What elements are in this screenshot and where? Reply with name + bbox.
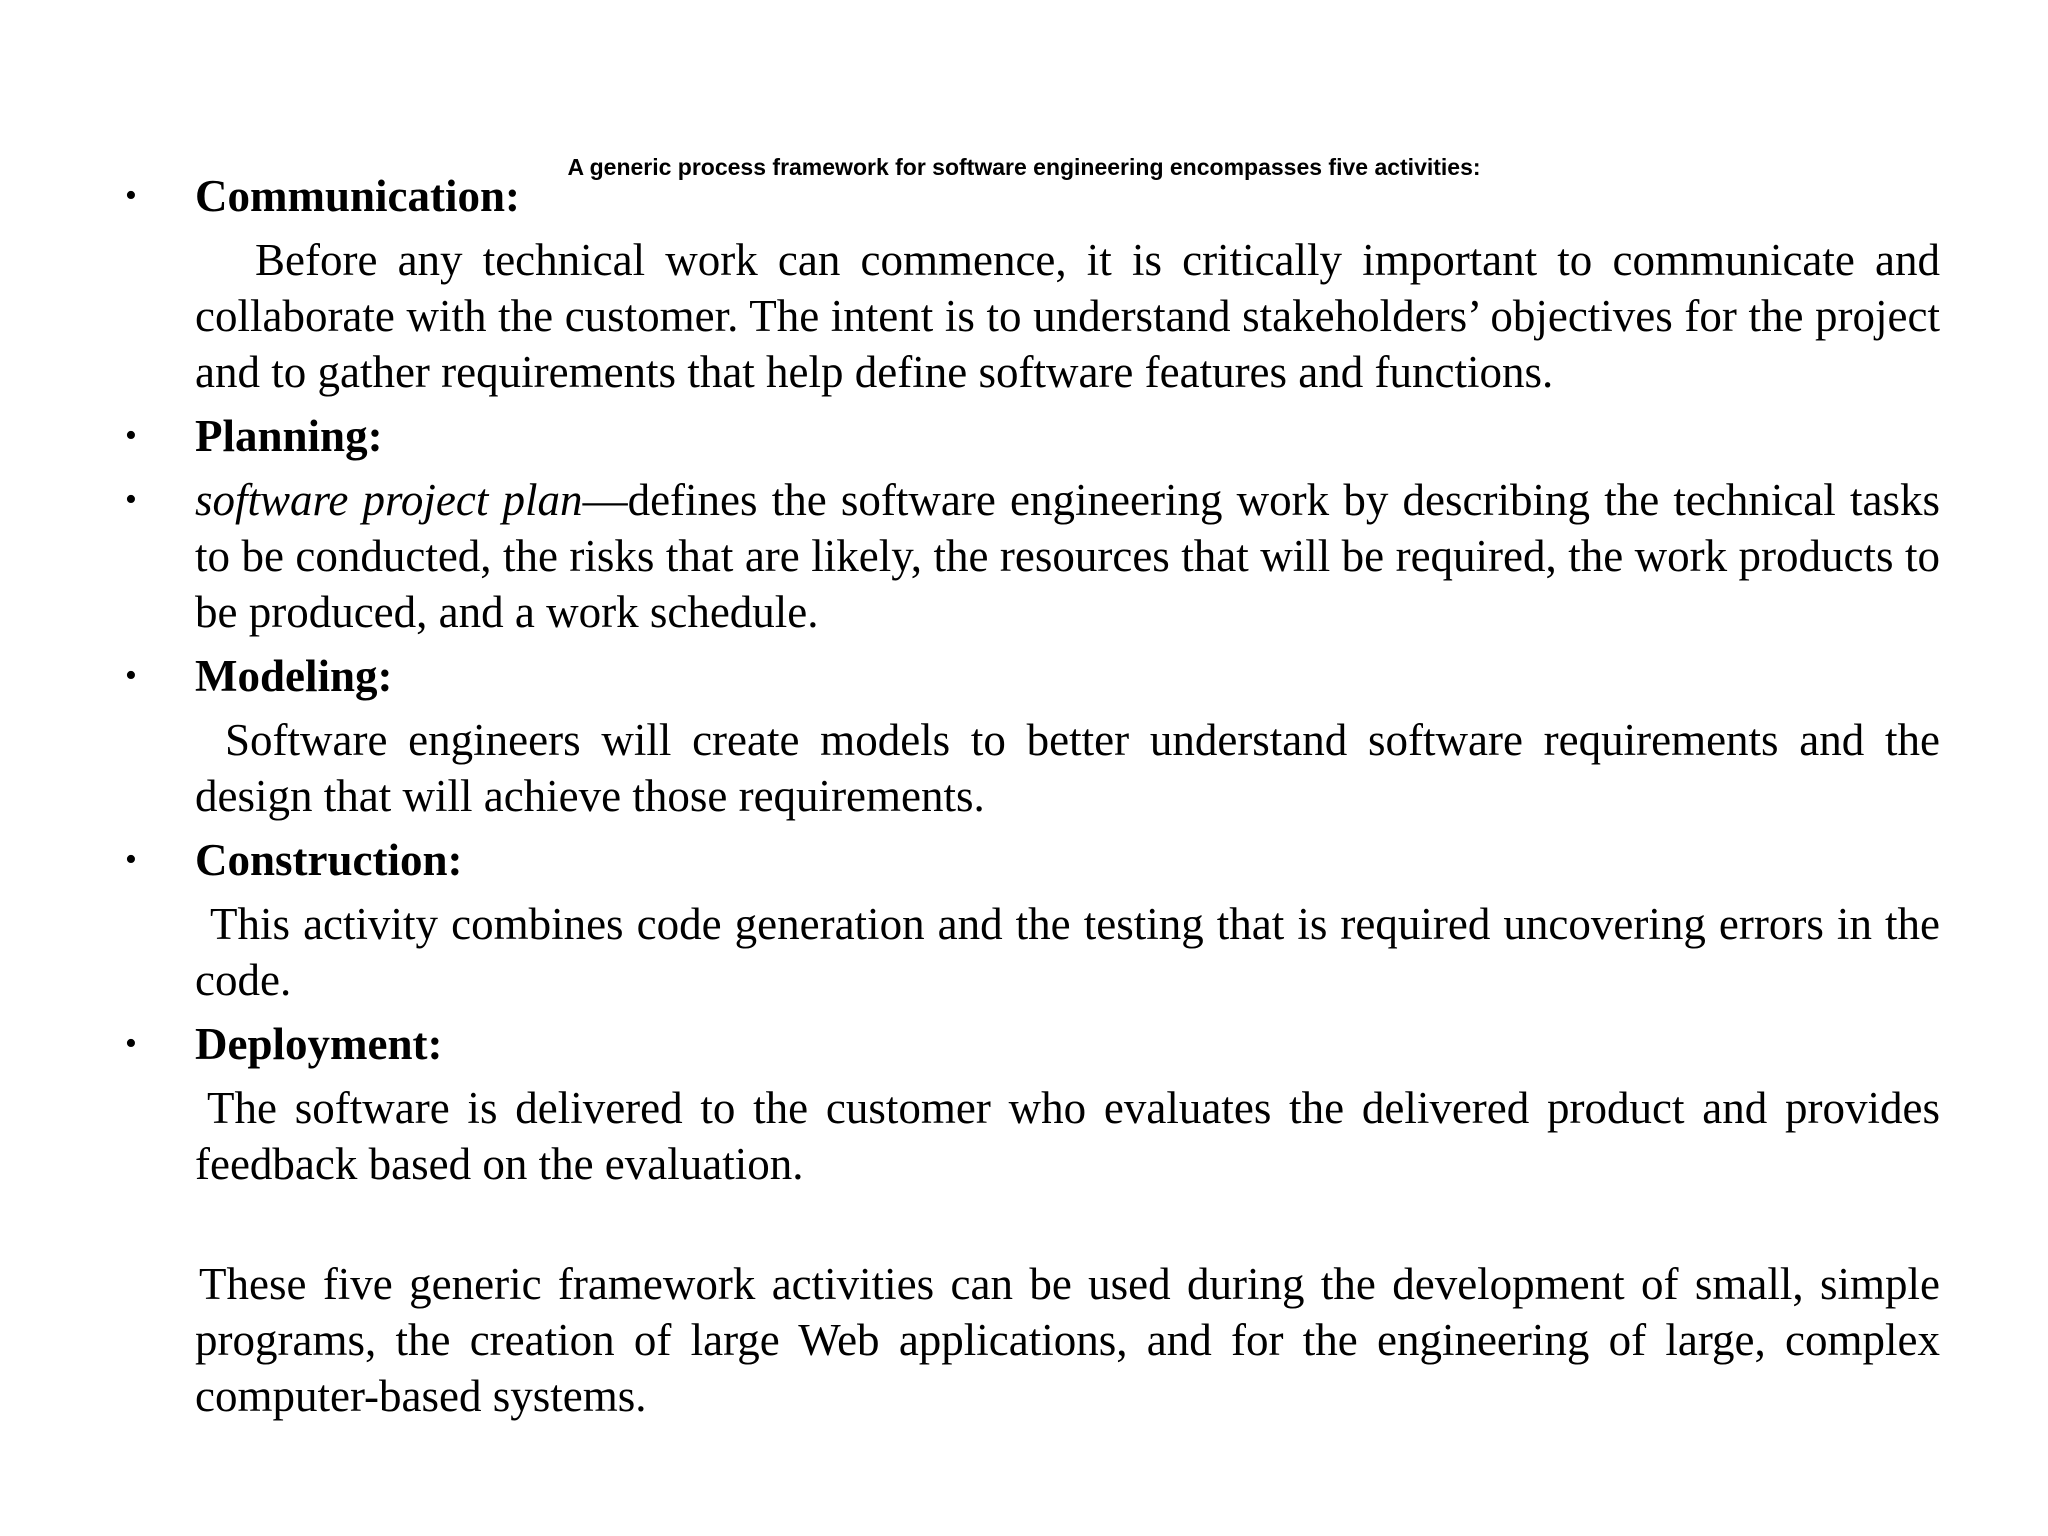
item-description-communication: Before any technical work can commence, it is critically important to communicate and collaborate with the customer. The intent is to understand stakeholders’ objectives for the project and to gather requirements that help define software features and functions. bbox=[195, 235, 1940, 397]
item-description-deployment: The software is delivered to the customer who evaluates the delivered product and provides feedback based on the evaluation. bbox=[195, 1083, 1940, 1189]
list-item-planning bbox=[125, 408, 1940, 464]
bullet-icon: • bbox=[125, 841, 137, 878]
slide-title: A generic process framework for software engineering encompasses five activities: bbox=[567, 154, 1481, 180]
item-heading-planning: Planning: bbox=[195, 411, 383, 461]
bullet-icon: • bbox=[125, 177, 137, 214]
item-description-modeling: Software engineers will create models to better understand software requirements and the design that will achieve those requirements. bbox=[195, 715, 1940, 821]
bullet-icon: • bbox=[125, 481, 137, 518]
item-heading-modeling: Modeling: bbox=[195, 651, 393, 701]
list-item-modeling bbox=[125, 648, 1940, 704]
bullet-icon: • bbox=[125, 657, 137, 694]
list-item-construction bbox=[125, 832, 1940, 888]
list-item-communication bbox=[125, 168, 1940, 224]
item-text-project-plan: —defines the software engineering work by describing the technical tasks to be conducted, the risks that are likely, the resources that will be required, the work products to be produced, and a work schedule. bbox=[195, 475, 1940, 637]
content-body bbox=[125, 168, 1940, 1432]
bullet-icon: • bbox=[125, 1025, 137, 1062]
list-item-project-plan bbox=[125, 472, 1940, 640]
item-heading-deployment: Deployment: bbox=[195, 1019, 443, 1069]
closing-paragraph: These five generic framework activities can be used during the development of small, simple programs, the creation of large Web applications, and for the engineering of large, complex computer-based systems. bbox=[195, 1259, 1940, 1421]
item-heading-communication: Communication: bbox=[195, 171, 520, 221]
item-heading-construction: Construction: bbox=[195, 835, 463, 885]
item-lead-project-plan: software project plan bbox=[195, 475, 583, 525]
item-description-construction: This activity combines code generation and the testing that is required uncovering errors in the code. bbox=[195, 899, 1940, 1005]
bullet-icon: • bbox=[125, 417, 137, 454]
list-item-deployment bbox=[125, 1016, 1940, 1072]
